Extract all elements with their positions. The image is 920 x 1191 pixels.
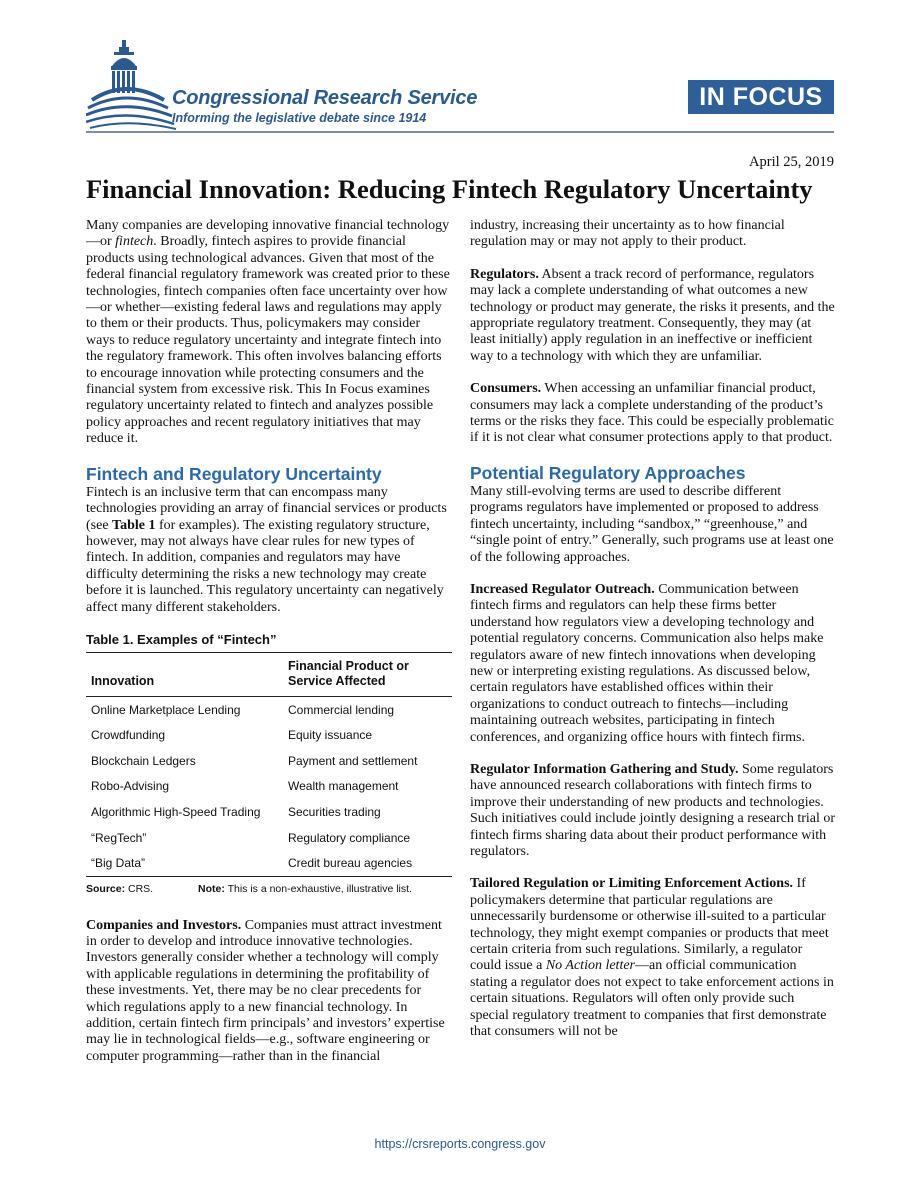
table-row [86, 851, 452, 877]
table-header-product: Financial Product or Service Affected [283, 652, 452, 696]
intro-paragraph: Many companies are developing innovative financial technology—or fintech. Broadly, fintech aspires to provide financial products using technological advances. Given that most of the federal financial regulatory framework was created prior to these technologies, fintech companies often face uncertainty over how—or whether—existing federal laws and regulations may apply to them or their products. Thus, policymakers may consider ways to reduce regulatory uncertainty and integrate fintech into the regulatory framework. This often involves balancing efforts to encourage innovation while protecting consumers and the financial system from excessive risk. This In Focus examines regulatory uncertainty related to fintech and analyzes possible policy approaches and recent regulatory initiatives that may reduce it. [86, 218, 450, 447]
table-row [86, 748, 452, 774]
outreach-paragraph: Increased Regulator Outreach. Communication between fintech firms and regulators can help these firms better understand how regulators view a developing technology and potential regulatory concerns. Communication also helps make regulators aware of new fintech innovations when developing new or interpreting existing regulations. As discussed below, certain regulators have established offices within their organizations to conduct outreach to fintechs—including maintaining outreach websites, participating in fintech conferences, and organizing office hours with fintech firms. [470, 581, 824, 745]
table-cell: Securities trading [288, 804, 381, 819]
information-gathering-paragraph: Regulator Information Gathering and Study. Some regulators have announced research collaborations with fintech firms to improve their understanding of new products and technologies. Such initiatives could include jointly designing a research trial or fintech firms sharing data about their product performance with regulators. [470, 761, 836, 859]
table-cell: Equity issuance [288, 728, 373, 743]
consumers-paragraph: Consumers. When accessing an unfamiliar financial product, consumers may lack a complete understanding of the product’s terms or the risks they face. This could be especially problematic if it is not clear what consumer protections apply to that product. [470, 381, 835, 446]
fintech-examples-table [86, 652, 452, 877]
table-title: Table 1. Examples of “Fintech” [86, 631, 277, 647]
information-gathering-lead: Regulator Information Gathering and Study. [470, 761, 739, 777]
publication-date: April 25, 2019 [749, 154, 834, 170]
brand [172, 86, 477, 126]
document-title: Financial Innovation: Reducing Fintech Regulatory Uncertainty [86, 174, 813, 204]
table-reference: Table 1 [112, 517, 156, 533]
regulators-lead: Regulators. [470, 266, 539, 282]
table-cell: Robo-Advising [91, 779, 170, 794]
table-cell: Crowdfunding [91, 728, 166, 743]
table-row [86, 825, 452, 851]
table-cell: “Big Data” [86, 851, 283, 877]
section2-paragraph: Many still-evolving terms are used to describe different programs regulators have implemented or proposed to address fintech uncertainty, including “sandbox,” “greenhouse,” and “single point of entry.” Generally, such programs use at least one of the following approaches. [470, 483, 834, 565]
fintech-term: fintech [115, 234, 154, 250]
in-focus-badge: IN FOCUS [688, 80, 834, 114]
regulators-paragraph: Regulators. Absent a track record of performance, regulators may lack a complete understanding of what outcomes a new technology or product may generate, the risks it presents, and the appropriate regulatory treatment. Consequently, they may (at least initially) apply regulation in an ineffective or inefficient way to a technology with which they are unfamiliar. [470, 266, 835, 364]
table-cell: “RegTech” [91, 830, 147, 845]
continued-paragraph: industry, increasing their uncertainty as to how financial regulation may or may not apply to their product. [470, 218, 785, 250]
brand-tagline: Informing the legislative debate since 1914 [172, 111, 427, 125]
right-column [470, 218, 836, 1040]
table-note: Note: This is a non-exhaustive, illustrative list. [198, 883, 412, 896]
table-header-innovation: Innovation [86, 652, 283, 696]
companies-lead: Companies and Investors. [86, 917, 242, 933]
table-row [86, 799, 452, 825]
table-cell: Commercial lending [288, 702, 395, 717]
section-heading-fintech-uncertainty: Fintech and Regulatory Uncertainty [86, 463, 382, 484]
table-cell: Online Marketplace Lending [91, 702, 241, 717]
tailored-regulation-paragraph: Tailored Regulation or Limiting Enforcement Actions. If policymakers determine that particular regulations are unnecessarily burdensome or otherwise ill-suited to a particular technology, they might exempt companies or products that meet certain criteria from such regulations. Similarly, a regulator could issue a No Action letter—an official communication stating a regulator does not expect to take enforcement actions in certain situations. Regulators will often only provide such special regulatory treatment to companies that first demonstrate that consumers will not be [470, 876, 834, 1040]
table-cell: Payment and settlement [288, 753, 418, 768]
table-row [86, 723, 452, 749]
table-cell: Wealth management [288, 779, 399, 794]
outreach-lead: Increased Regulator Outreach. [470, 581, 655, 597]
brand-name: Congressional Research Service [172, 87, 478, 109]
header-rule [86, 131, 834, 133]
no-action-letter-term: No Action letter [545, 958, 636, 974]
left-column [86, 218, 452, 1065]
section1-paragraph: Fintech is an inclusive term that can encompass many technologies providing an array of financial services or products (see Table 1 for examples). The existing regulatory structure, however, may not always have clear rules for new types of fintech. In addition, companies and regulators may have difficulty determining the risks a new technology may create before it is launched. This regulatory uncertainty can negatively affect many different stakeholders. [86, 484, 447, 615]
consumers-lead: Consumers. [470, 381, 542, 397]
section-heading-regulatory-approaches: Potential Regulatory Approaches [470, 462, 746, 483]
companies-paragraph: Companies and Investors. Companies must attract investment in order to develop and introduce innovative technologies. Investors generally consider whether a technology will comply with applicable regulations in determining the profitability of these investments. Yet, there may be no clear precedents for which regulations apply to a new financial technology. In addition, certain fintech firm principals’ and investors’ expertise may lie in technological fields—e.g., software engineering or computer programming—rather than in the financial [86, 917, 445, 1064]
footer-url-link[interactable]: https://crsreports.congress.gov [374, 1137, 546, 1151]
capitol-dome-logo-icon [86, 38, 176, 130]
table-row [86, 774, 452, 800]
tailored-regulation-lead: Tailored Regulation or Limiting Enforcement Actions. [470, 876, 794, 892]
table-source: Source: CRS. [86, 883, 154, 896]
table-cell: Blockchain Ledgers [91, 753, 196, 768]
table-cell: Regulatory compliance [288, 830, 411, 845]
table-row [86, 696, 452, 722]
table-cell: Algorithmic High-Speed Trading [91, 804, 261, 819]
table-cell: Credit bureau agencies [283, 851, 452, 877]
table-source-note [86, 881, 452, 897]
